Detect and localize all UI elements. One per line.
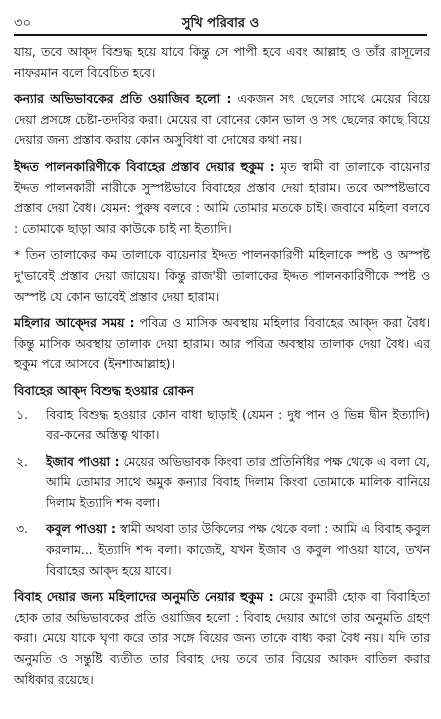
list-item-text [46, 519, 430, 581]
paragraph-text: একজন সৎ ছেলের সাথে মেয়ের বিয়ে দেয়া প্রসঙ্গে চেষ্টা-তদবির করা। মেয়ের বা বোনের কোন ভাল ও সৎ ছেলের কাছে বিয়ে দেয়ার জন্য প্রস্তাব করায় কোন অসুবিধা বা দোষের কথা নয়। [14, 92, 430, 148]
list-item [14, 405, 430, 446]
list-item-text [46, 452, 430, 514]
paragraph-text: পবিত্র ও মাসিক অবস্থায় মহিলার বিবাহের আক্দ করা বৈধ। কিন্তু মাসিক অবস্থায় তালাক দেয়া হারাম। আর পবিত্র অবস্থায় তালাক দেয়া বৈধ। এর হুকুম পরে আসবে (ইনশাআল্লাহ)। [14, 316, 430, 372]
page-header [0, 0, 441, 42]
list-item-lead: ইজাব পাওয়া : [46, 454, 120, 469]
section-heading: বিবাহের আক্দ বিশুদ্ধ হওয়ার রোকন [14, 383, 194, 398]
paragraph-heading: মহিলার আক্দের সময় : [14, 316, 135, 331]
list-item-text [46, 405, 430, 446]
paragraph-heading: ইদ্দত পালনকারিণীকে বিবাহের প্রস্তাব দেয়ার হুকুম : [14, 159, 275, 174]
list-item-number: ১. [16, 407, 28, 422]
page-number: ৩০ [14, 16, 31, 31]
running-title: সুখি পরিবার ও [181, 16, 260, 31]
continued-paragraph: যায়, তবে আক্দ বিশুদ্ধ হয়ে যাবে কিন্তু সে পাপী হবে এবং আল্লাহ ও তাঁর রাসূলের নাফরমান বলে বিবেচিত হবে। [14, 45, 430, 80]
paragraph-heading: বিবাহ দেয়ার জন্য মহিলাদের অনুমতি নেয়ার হুকুম : [14, 590, 274, 605]
paragraph-guardian-duty [14, 89, 430, 151]
paragraph-consent [14, 587, 430, 690]
list-item-lead: কবুল পাওয়া : [46, 522, 116, 537]
paragraph-heading: কন্যার অভিভাবকের প্রতি ওয়াজিব হলো : [14, 92, 232, 107]
paragraph-note: * তিন তালাকের কম তালাকে বায়েনার ইদ্দত পালনকারিণী মহিলাকে স্পষ্ট ও অস্পষ্ট দু'ভাবেই প্রস্তাব দেয়া জায়েয। কিন্তু রাজ'য়ী তালাকের ইদ্দত পালনকারিণীকে স্পষ্ট ও অস্পষ্ট যে কোন ভাবেই প্রস্তাব দেয়া হারাম। [14, 248, 430, 304]
list-item-body: বিবাহ বিশুদ্ধ হওয়ার কোন বাধা ছাড়াই (যেমন : দুধ পান ও ভিন্ন দ্বীন ইত্যাদি) বর-কনের অস্তিত্ব থাকা। [46, 407, 430, 443]
list-item-number: ২. [16, 454, 28, 469]
page-body [14, 42, 430, 696]
paragraph-text: মেয়ে কুমারী হোক বা বিবাহিতা হোক তার অভিভাবকের প্রতি ওয়াজিব হলো : বিবাহ দেয়ার আগে তার অনুমতি গ্রহণ করা। মেয়ে যাকে ঘৃণা করে তার সঙ্গে বিয়ের জন্য তাকে বাধ্য করা বৈধ নয়। যদি তার অনুমতি ও সন্তুষ্টি ব্যতীত তার বিবাহ দেয় তবে তার বিয়ের আকদ বাতিল করার অধিকার রয়েছে। [14, 590, 430, 687]
list-item-number: ৩. [16, 522, 28, 537]
list-item [14, 519, 430, 581]
paragraph-iddat-proposal [14, 157, 430, 239]
list-item-body: মেয়ের অভিভাবক কিংবা তার প্রতিনিধির পক্ষ থেকে এ বলা যে, আমি তোমার সাথে অমুক কন্যার বিবাহ দিলাম কিংবা তোমাকে মালিক বানিয়ে দিলাম ইত্যাদি শব্দ বলা। [46, 454, 430, 510]
header-rule [14, 34, 427, 36]
list-item-body: স্বামী অথবা তার উকিলের পক্ষ থেকে বলা : আমি এ বিবাহ কবুল করলাম... ইত্যাদি শব্দ বলা। কাজেই, যখন ইজাব ও কবুল পাওয়া যাবে, তখন বিবাহের আক্দ হয়ে যাবে। [46, 522, 430, 578]
list-item [14, 452, 430, 514]
rukn-list [14, 405, 430, 582]
paragraph-aqd-time [14, 313, 430, 375]
paragraph-text: মৃত স্বামী বা তালাকে বায়েনার ইদ্দত পালনকারী নারীকে সুস্পষ্টভাবে বিবাহের প্রস্তাব দেয়া হারাম। তবে অস্পষ্টভাবে প্রস্তাব দেয়া বৈধ। যেমন: পুরুষ বলবে : আমি তোমার মতকে চাই। জবাবে মহিলা বলবে : তোমাকে ছাড়া আর কাউকে চাই না ইত্যাদি। [14, 159, 430, 236]
